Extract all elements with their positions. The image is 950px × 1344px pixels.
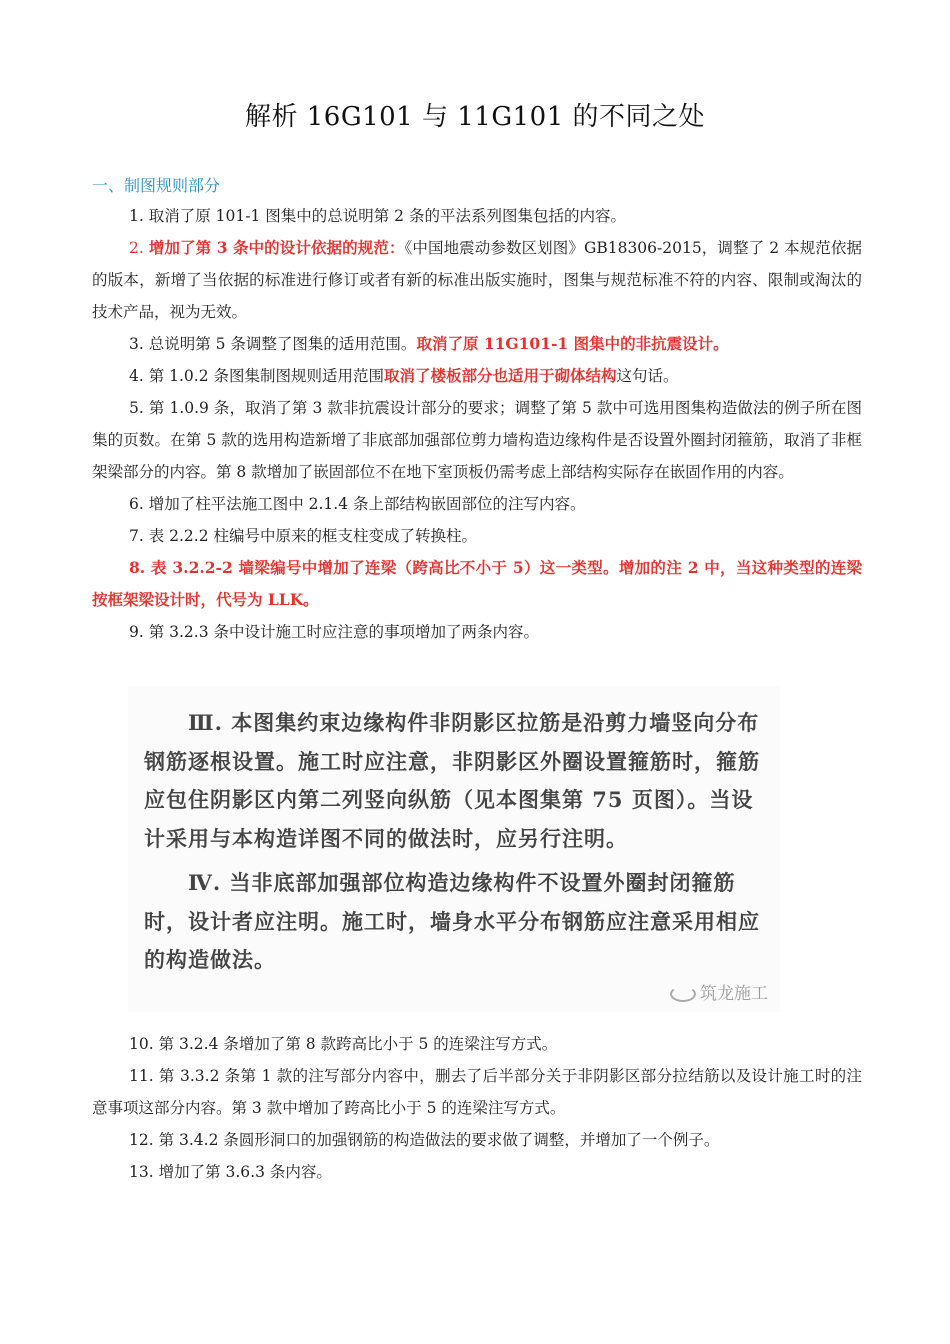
list-item: 8. 表 3.2.2-2 墙梁编号中增加了连梁（跨高比不小于 5）这一类型。增加的注 2 中，当这种类型的连梁按框架梁设计时，代号为 LLK。: [92, 558, 862, 609]
list-item: 9. 第 3.2.3 条中设计施工时应注意的事项增加了两条内容。: [129, 623, 540, 641]
list-item: 5. 第 1.0.9 条，取消了第 3 款非抗震设计部分的要求；调整了第 5 款中可选用图集构造做法的例子所在图集的页数。在第 5 款的选用构造新增了非底部加强部位剪力墙构造边缘构件是否设置外圈封闭箍筋，取消了非框架梁部分的内容。第 8 款增加了嵌固部位不在地下室顶板仍需考虑上部结构实际存在嵌固作用的内容。: [92, 399, 862, 481]
list-items-1-9: [92, 200, 862, 648]
section-heading: 一、制图规则部分: [92, 176, 221, 195]
excerpt-paragraph-3: Ⅲ. 本图集约束边缘构件非阴影区拉筋是沿剪力墙竖向分布钢筋逐根设置。施工时应注意，非阴影区外圈设置箍筋时，箍筋应包住阴影区内第二列竖向纵筋（见本图集第 75 页图）。当设计采用与本构造详图不同的做法时，应另行注明。: [144, 710, 760, 851]
list-item: 6. 增加了柱平法施工图中 2.1.4 条上部结构嵌固部位的注写内容。: [129, 495, 586, 513]
list-item: 12. 第 3.4.2 条圆形洞口的加强钢筋的构造做法的要求做了调整，并增加了一个例子。: [129, 1131, 720, 1149]
list-item: 7. 表 2.2.2 柱编号中原来的框支柱变成了转换柱。: [129, 527, 478, 545]
excerpt-image: [128, 686, 780, 1012]
list-item: 2. 增加了第 3 条中的设计依据的规范：《中国地震动参数区划图》GB18306-2015，调整了 2 本规范依据的版本，新增了当依据的标准进行修订或者有新的标准出版实施时，图集与规范标准不符的内容、限制或淘汰的技术产品，视为无效。: [92, 238, 862, 321]
watermark-logo-icon: [670, 986, 696, 1002]
excerpt-text: [144, 704, 764, 980]
list-item: 11. 第 3.3.2 条第 1 款的注写部分内容中，删去了后半部分关于非阴影区部分拉结筋以及设计施工时的注意事项这部分内容。第 3 款中增加了跨高比小于 5 的连梁注写方式。: [92, 1067, 862, 1117]
list-item: 3. 总说明第 5 条调整了图集的适用范围。取消了原 11G101-1 图集中的非抗震设计。: [129, 334, 729, 353]
list-item: 13. 增加了第 3.6.3 条内容。: [129, 1163, 332, 1181]
list-item: 10. 第 3.2.4 条增加了第 8 款跨高比小于 5 的连梁注写方式。: [129, 1035, 558, 1053]
page-title: 解析 16G101 与 11G101 的不同之处: [244, 102, 706, 132]
excerpt-paragraph-4: Ⅳ. 当非底部加强部位构造边缘构件不设置外圈封闭箍筋时，设计者应注明。施工时，墙身水平分布钢筋应注意采用相应的构造做法。: [144, 870, 760, 972]
list-items-10-13: [92, 1028, 862, 1188]
list-item: 1. 取消了原 101-1 图集中的总说明第 2 条的平法系列图集包括的内容。: [129, 207, 626, 225]
watermark: 筑龙施工: [670, 979, 768, 1004]
list-item: 4. 第 1.0.2 条图集制图规则适用范围取消了楼板部分也适用于砌体结构这句话。: [129, 366, 679, 385]
